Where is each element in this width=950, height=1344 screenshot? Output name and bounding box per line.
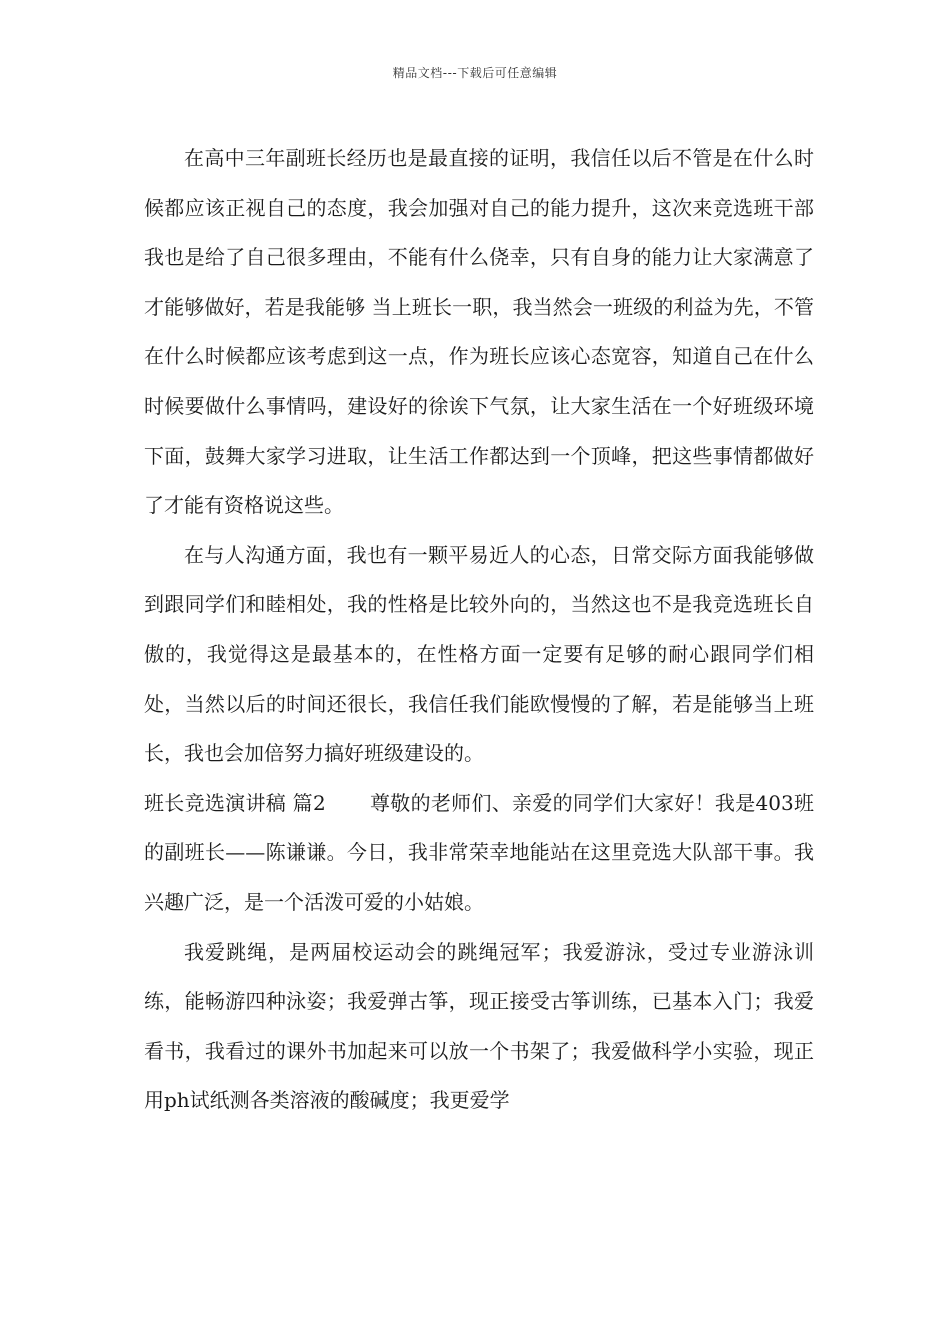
section-paragraph <box>144 779 814 928</box>
page-header: 精品文档---下载后可任意编辑 <box>392 66 558 80</box>
paragraph-2: 在与人沟通方面，我也有一颗平易近人的心态，日常交际方面我能够做到跟同学们和睦相处，我的性格是比较外向的，当然这也不是我竞选班长自傲的，我觉得这是最基本的，在性格方面一定要有足够的耐心跟同学们相处，当然以后的时间还很长，我信任我们能欧慢慢的了解，若是能够当上班长，我也会加倍努力搞好班级建设的。 <box>144 542 814 766</box>
document-body <box>144 134 814 1126</box>
section-title: 班长竞选演讲稿 篇2 <box>144 790 326 815</box>
paragraph-3: 我爱跳绳，是两届校运动会的跳绳冠军；我爱游泳，受过专业游泳训练，能畅游四种泳姿；我爱弹古筝，现正接受古筝训练，已基本入门；我爱看书，我看过的课外书加起来可以放一个书架了；我爱做科学小实验，现正用ph试纸测各类溶液的酸碱度；我更爱学 <box>144 939 814 1113</box>
section-text: 尊敬的老师们、亲爱的同学们大家好！我是403班的副班长——陈谦谦。今日，我非常荣幸地能站在这里竞选大队部干事。我兴趣广泛，是一个活泼可爱的小姑娘。 <box>144 790 814 914</box>
paragraph-1: 在高中三年副班长经历也是最直接的证明，我信任以后不管是在什么时候都应该正视自己的态度，我会加强对自己的能力提升，这次来竞选班干部我也是给了自己很多理由，不能有什么侥幸，只有自身的能力让大家满意了才能够做好，若是我能够 当上班长一职，我当然会一班级的利益为先，不管在什么时候都应该考虑到这一点，作为班长应该心态宽容，知道自己在什么时候要做什么事情吗，建设好的徐诶下气氛，让大家生活在一个好班级环境下面，鼓舞大家学习进取，让生活工作都达到一个顶峰，把这些事情都做好了才能有资格说这些。 <box>144 146 814 518</box>
